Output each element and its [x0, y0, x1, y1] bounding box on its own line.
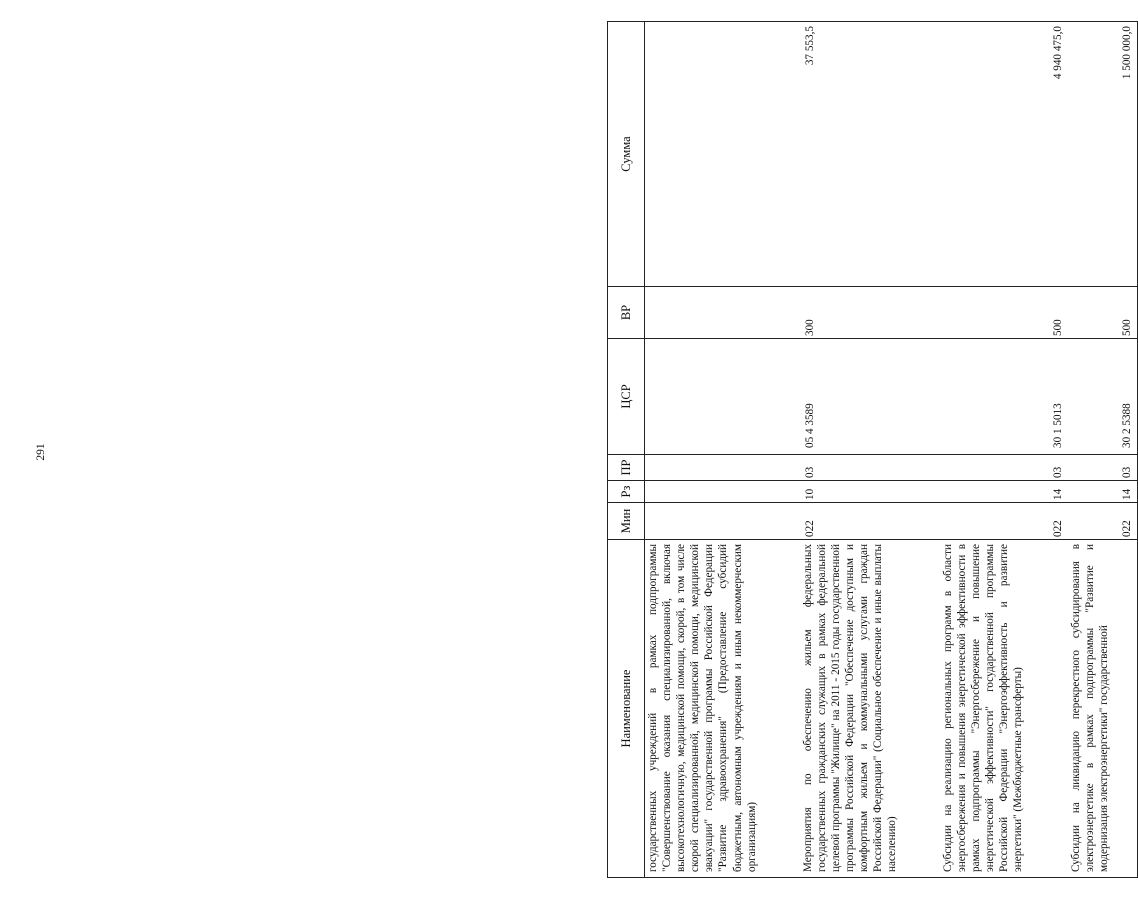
row-name: Мероприятия по обеспечению жильем федеральных государственных гражданских служащих в рамках федеральной целевой программы "Жилище" на 2011 - 2015 годы государственной программы Российской Федерации "Обеспечение доступным и комфортным жильем и коммунальными услугами граждан Российской Федерации" (Социальное обеспечение и иные выплаты населению) [800, 540, 940, 878]
header-pr: ПР [608, 455, 645, 481]
row-sum: 37 553,5 [800, 22, 940, 287]
row-min: 022 [1068, 503, 1138, 540]
table-row [1068, 22, 1138, 878]
row-vr: 500 [1068, 287, 1138, 339]
row-vr [645, 287, 800, 339]
header-vr: ВР [608, 287, 645, 339]
page-number: 291 [35, 443, 47, 461]
table-header [608, 22, 645, 878]
row-pr: 03 [800, 455, 940, 481]
row-csr: 30 2 5388 [1068, 339, 1138, 455]
row-vr: 300 [800, 287, 940, 339]
row-csr: 05 4 3589 [800, 339, 940, 455]
row-rz [645, 481, 800, 503]
row-min: 022 [800, 503, 940, 540]
budget-table [607, 21, 1138, 878]
table-row [800, 22, 940, 878]
row-sum: 4 940 475,0 [940, 22, 1068, 287]
row-pr [645, 455, 800, 481]
row-min [645, 503, 800, 540]
row-sum: 1 500 000,0 [1068, 22, 1138, 287]
row-csr [645, 339, 800, 455]
row-rz: 10 [800, 481, 940, 503]
row-min: 022 [940, 503, 1068, 540]
row-vr: 500 [940, 287, 1068, 339]
header-sum: Сумма [608, 22, 645, 287]
header-min: Мин [608, 503, 645, 540]
header-csr: ЦСР [608, 339, 645, 455]
row-sum [645, 22, 800, 287]
row-pr: 03 [1068, 455, 1138, 481]
header-name: Наименование [608, 540, 645, 878]
row-rz: 14 [1068, 481, 1138, 503]
header-rz: Рз [608, 481, 645, 503]
row-name: Субсидии на реализацию региональных программ в области энергосбережения и повышения энергетической эффективности в рамках подпрограммы "Энергосбережение и повышение энергетической эффективности" государственной программы Российской Федерации "Энергоэффективность и развитие энергетики" (Межбюджетные трансферты) [940, 540, 1068, 878]
table-row [645, 22, 800, 878]
row-pr: 03 [940, 455, 1068, 481]
budget-table-frame [607, 22, 1133, 878]
table-row [940, 22, 1068, 878]
row-csr: 30 1 5013 [940, 339, 1068, 455]
row-name: государственных учреждений в рамках подпрограммы "Совершенствование оказания специализированной, включая высокотехнологичную, медицинской помощи, скорой, в том числе скорой специализированной, медицинской помощи, медицинской эвакуации" государственной программы Российской Федерации "Развитие здравоохранения" (Предоставление субсидий бюджетным, автономным учреждениям и иным некоммерческим организациям) [645, 540, 800, 878]
row-rz: 14 [940, 481, 1068, 503]
row-name: Субсидии на ликвидацию перекрестного субсидирования в электроэнергетике в рамках подпрограммы "Развитие и модернизация электроэнергетики" государственной [1068, 540, 1138, 878]
